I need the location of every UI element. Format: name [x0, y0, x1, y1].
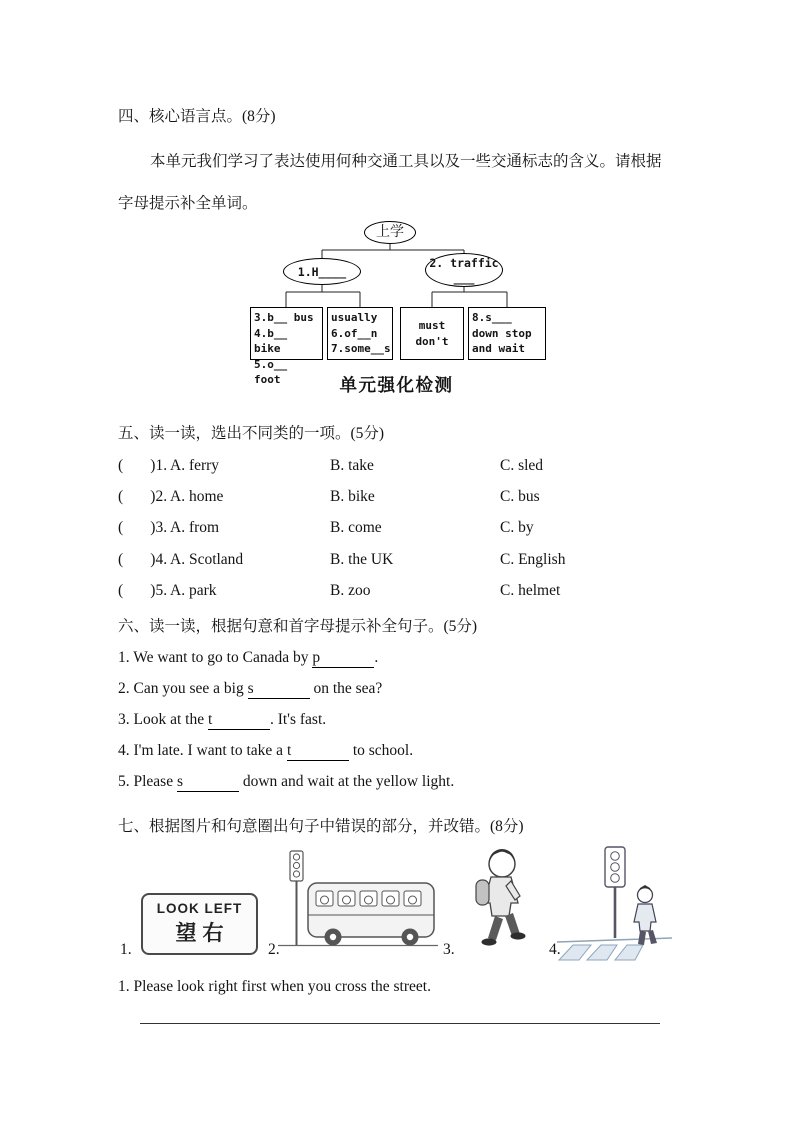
fill-blank: s — [248, 680, 310, 699]
diagram-box-frequency — [327, 307, 393, 360]
diagram-box-frequency-line2: 6.of__n — [331, 326, 378, 340]
diagram-root-node: 上学 — [364, 221, 416, 244]
sign-chinese-text: 望右 — [175, 922, 230, 945]
diagram-box-modal-line2: don't — [415, 334, 449, 348]
section4-intro-line2: 字母提示补全单词。 — [118, 195, 258, 212]
option-a: A. Scotland — [170, 551, 244, 568]
sentence-post: . — [374, 649, 379, 666]
diagram-box-modal-line1: must — [418, 319, 446, 332]
sentence-post: on the sea? — [309, 680, 383, 697]
section4-intro-line1: 本单元我们学习了表达使用何种交通工具以及一些交通标志的含义。请根据 — [150, 153, 662, 170]
picture-number-1: 1. — [120, 941, 132, 958]
traffic-light-crossing-svg — [557, 843, 672, 963]
sentence-pre: 3. Look at the — [118, 711, 208, 728]
diagram-node-traffic — [425, 253, 503, 287]
option-a: A. home — [170, 488, 224, 505]
option-b: B. take — [330, 457, 374, 474]
diagram-node-traffic-line1: 2. traffic — [429, 256, 499, 270]
fill-blank: t — [287, 742, 349, 761]
diagram-box-transport-line1: 3.b__ bus — [254, 311, 314, 324]
sentence-pre: 2. Can you see a big — [118, 680, 248, 697]
option-c: C. English — [500, 551, 566, 568]
fill-blank: t — [208, 711, 270, 730]
bus-illustration-svg — [278, 845, 438, 950]
fill-sentence-4 — [118, 742, 413, 761]
diagram-box-modal — [400, 307, 464, 360]
diagram-box-frequency-line1: usually — [331, 311, 378, 324]
traffic-light-crossing-illustration — [557, 843, 672, 968]
fill-sentence-3 — [118, 711, 326, 730]
diagram-box-rules-line2: down stop — [472, 326, 532, 340]
answer-bracket: ( )2. — [118, 488, 168, 505]
diagram-box-transport-line3: 5.o__ foot — [254, 357, 288, 386]
diagram-node-how: 1.H____ — [283, 258, 361, 285]
diagram-box-transport — [250, 307, 323, 386]
section7-heading: 七、根据图片和句意圈出句子中错误的部分，并改错。(8分) — [118, 818, 524, 835]
walking-boy-illustration — [458, 843, 548, 963]
fill-sentence-1 — [118, 649, 378, 668]
diagram-box-rules — [468, 307, 546, 360]
sign-english-text: LOOK LEFT — [156, 901, 243, 916]
option-a: A. from — [170, 519, 220, 536]
walking-boy-svg — [458, 843, 548, 958]
option-c: C. bus — [500, 488, 540, 505]
option-b: B. come — [330, 519, 382, 536]
correction-sentence-1: 1. Please look right first when you cross the street. — [118, 978, 431, 995]
fill-blank: p — [312, 649, 374, 668]
sentence-pre: 4. I'm late. I want to take a — [118, 742, 287, 759]
answer-bracket: ( )5. — [118, 582, 168, 599]
fill-blank: s — [177, 773, 239, 792]
picture-number-2: 2. — [268, 941, 280, 958]
option-c: C. by — [500, 519, 534, 536]
answer-bracket: ( )3. — [118, 519, 168, 536]
diagram-box-frequency-line3: 7.some__s — [331, 342, 391, 355]
sentence-post: down and wait at the yellow light. — [238, 773, 455, 790]
bus-illustration — [278, 845, 438, 955]
picture-number-3: 3. — [443, 941, 455, 958]
option-c: C. helmet — [500, 582, 561, 599]
option-c: C. sled — [500, 457, 544, 474]
option-b: B. zoo — [330, 582, 371, 599]
sentence-post: to school. — [348, 742, 414, 759]
answer-line — [140, 1023, 660, 1024]
picture-number-4: 4. — [549, 941, 561, 958]
sentence-post: . It's fast. — [269, 711, 327, 728]
section5-heading: 五、读一读，选出不同类的一项。(5分) — [118, 425, 385, 442]
option-a: A. park — [170, 582, 217, 599]
diagram-node-traffic-line2: ___ — [453, 271, 475, 285]
fill-sentence-2 — [118, 680, 382, 699]
option-b: B. the UK — [330, 551, 394, 568]
option-a: A. ferry — [170, 457, 220, 474]
answer-bracket: ( )1. — [118, 457, 168, 474]
look-left-sign — [141, 893, 258, 955]
fill-sentence-5 — [118, 773, 454, 792]
section4-heading: 四、核心语言点。(8分) — [118, 108, 276, 125]
section6-heading: 六、读一读，根据句意和首字母提示补全句子。(5分) — [118, 618, 478, 635]
answer-bracket: ( )4. — [118, 551, 168, 568]
diagram-box-rules-line1: 8.s___ — [472, 311, 512, 324]
diagram-box-rules-line3: and wait — [472, 342, 525, 355]
sentence-pre: 1. We want to go to Canada by — [118, 649, 313, 666]
option-b: B. bike — [330, 488, 375, 505]
unit-test-title: 单元强化检测 — [339, 375, 454, 395]
diagram-box-transport-line2: 4.b__ bike — [254, 326, 288, 355]
sentence-pre: 5. Please — [118, 773, 177, 790]
